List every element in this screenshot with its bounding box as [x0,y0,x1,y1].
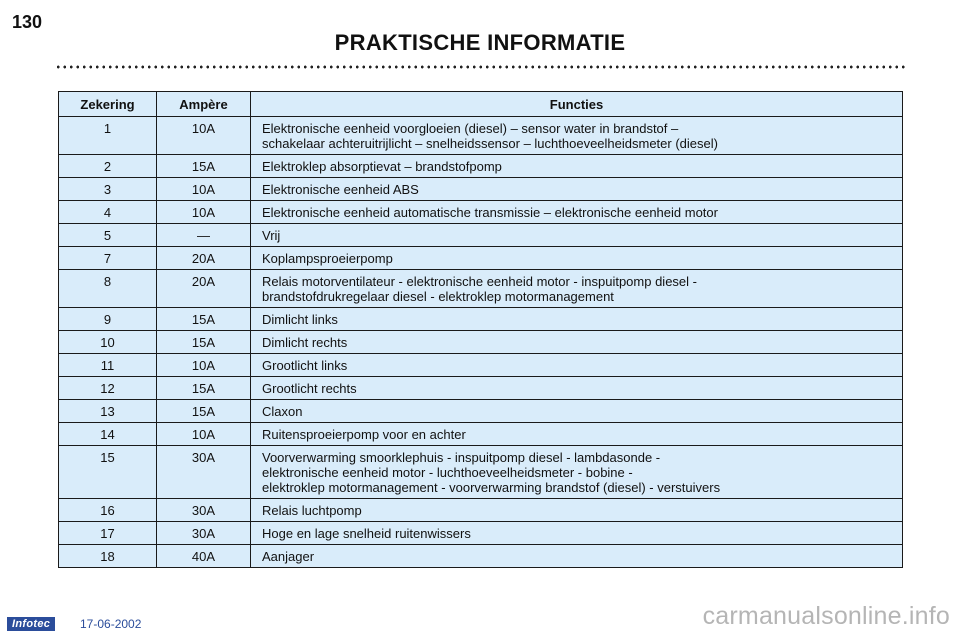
table-header-row [59,92,902,117]
table-row [59,308,902,331]
cell-ampere: 30A [157,499,251,522]
cell-functions [251,308,903,331]
cell-ampere: 15A [157,377,251,400]
cell-fuse-number: 7 [59,247,157,270]
table-row [59,201,902,224]
table-row [59,377,902,400]
function-line: Ruitensproeierpomp voor en achter [262,427,466,442]
cell-functions [251,117,903,155]
function-line: Dimlicht rechts [262,335,348,350]
cell-ampere: — [157,224,251,247]
header-fuse: Zekering [59,92,157,117]
function-line: Elektronische eenheid ABS [262,182,419,197]
cell-fuse-number: 10 [59,331,157,354]
cell-functions [251,354,903,377]
cell-ampere: 10A [157,201,251,224]
header-functions: Functies [549,96,604,112]
cell-ampere: 15A [157,400,251,423]
header-ampere: Ampère [157,92,251,117]
function-line: elektronische eenheid motor - luchthoeveelheidsmeter - bobine - [262,465,633,480]
cell-ampere: 10A [157,354,251,377]
cell-functions [251,499,903,522]
cell-fuse-number: 15 [59,446,157,499]
function-line: elektroklep motormanagement - voorverwarming brandstof (diesel) - verstuivers [262,480,721,495]
cell-ampere: 10A [157,423,251,446]
cell-functions [251,522,903,545]
function-line: Grootlicht links [262,358,348,373]
cell-ampere: 10A [157,117,251,155]
table-row [59,247,902,270]
table-row [59,178,902,201]
function-line: Elektronische eenheid voorgloeien (diesel) – sensor water in brandstof – [262,121,679,136]
cell-functions [251,400,903,423]
table-row [59,522,902,545]
cell-fuse-number: 8 [59,270,157,308]
cell-functions [251,423,903,446]
cell-ampere: 30A [157,522,251,545]
cell-ampere: 15A [157,155,251,178]
cell-ampere: 15A [157,331,251,354]
table-row [59,117,902,155]
cell-fuse-number: 5 [59,224,157,247]
cell-fuse-number: 14 [59,423,157,446]
cell-fuse-number: 9 [59,308,157,331]
table-row [59,331,902,354]
cell-functions [251,331,903,354]
cell-ampere: 20A [157,247,251,270]
cell-ampere: 30A [157,446,251,499]
function-line: Vrij [262,228,281,243]
function-line: Koplampsproeierpomp [262,251,393,266]
cell-fuse-number: 11 [59,354,157,377]
function-line: Aanjager [262,549,315,564]
footer-date: 17-06-2002 [80,617,142,631]
table-row [59,224,902,247]
function-line: Dimlicht links [262,312,338,327]
function-line: Hoge en lage snelheid ruitenwissers [262,526,471,541]
cell-ampere: 20A [157,270,251,308]
cell-fuse-number: 16 [59,499,157,522]
function-line: Claxon [262,404,303,419]
cell-fuse-number: 12 [59,377,157,400]
cell-functions [251,178,903,201]
cell-functions [251,201,903,224]
function-line: brandstofdrukregelaar diesel - elektroklep motormanagement [262,289,614,304]
cell-fuse-number: 17 [59,522,157,545]
table-row [59,270,902,308]
cell-functions [251,377,903,400]
cell-ampere: 15A [157,308,251,331]
fuse-table [59,92,902,567]
cell-fuse-number: 3 [59,178,157,201]
table-row [59,545,902,568]
cell-fuse-number: 2 [59,155,157,178]
cell-functions [251,545,903,568]
cell-fuse-number: 4 [59,201,157,224]
cell-fuse-number: 1 [59,117,157,155]
cell-functions [251,446,903,499]
function-line: Elektronische eenheid automatische transmissie – elektronische eenheid motor [262,205,718,220]
page-title: PRAKTISCHE INFORMATIE [334,30,626,55]
table-row [59,400,902,423]
table-row [59,354,902,377]
table-body [59,117,902,568]
dotted-divider [55,64,905,70]
fuse-table-container [58,91,903,568]
function-line: Relais motorventilateur - elektronische eenheid motor - inspuitpomp diesel - [262,274,697,289]
table-row [59,423,902,446]
function-line: Grootlicht rechts [262,381,357,396]
cell-functions [251,155,903,178]
cell-ampere: 40A [157,545,251,568]
table-row [59,446,902,499]
table-row [59,155,902,178]
table-row [59,499,902,522]
cell-ampere: 10A [157,178,251,201]
cell-fuse-number: 13 [59,400,157,423]
function-line: Elektroklep absorptievat – brandstofpomp [262,159,502,174]
page-number: 130 [12,12,43,32]
cell-fuse-number: 18 [59,545,157,568]
function-line: Voorverwarming smoorklephuis - inspuitpomp diesel - lambdasonde - [262,450,661,465]
cell-functions [251,270,903,308]
cell-functions [251,247,903,270]
infotec-logo: Infotec [7,617,55,631]
watermark: carmanualsonline.info [702,602,950,630]
function-line: schakelaar achteruitrijlicht – snelheidssensor – luchthoeveelheidsmeter (diesel) [262,136,718,151]
function-line: Relais luchtpomp [262,503,362,518]
cell-functions [251,224,903,247]
